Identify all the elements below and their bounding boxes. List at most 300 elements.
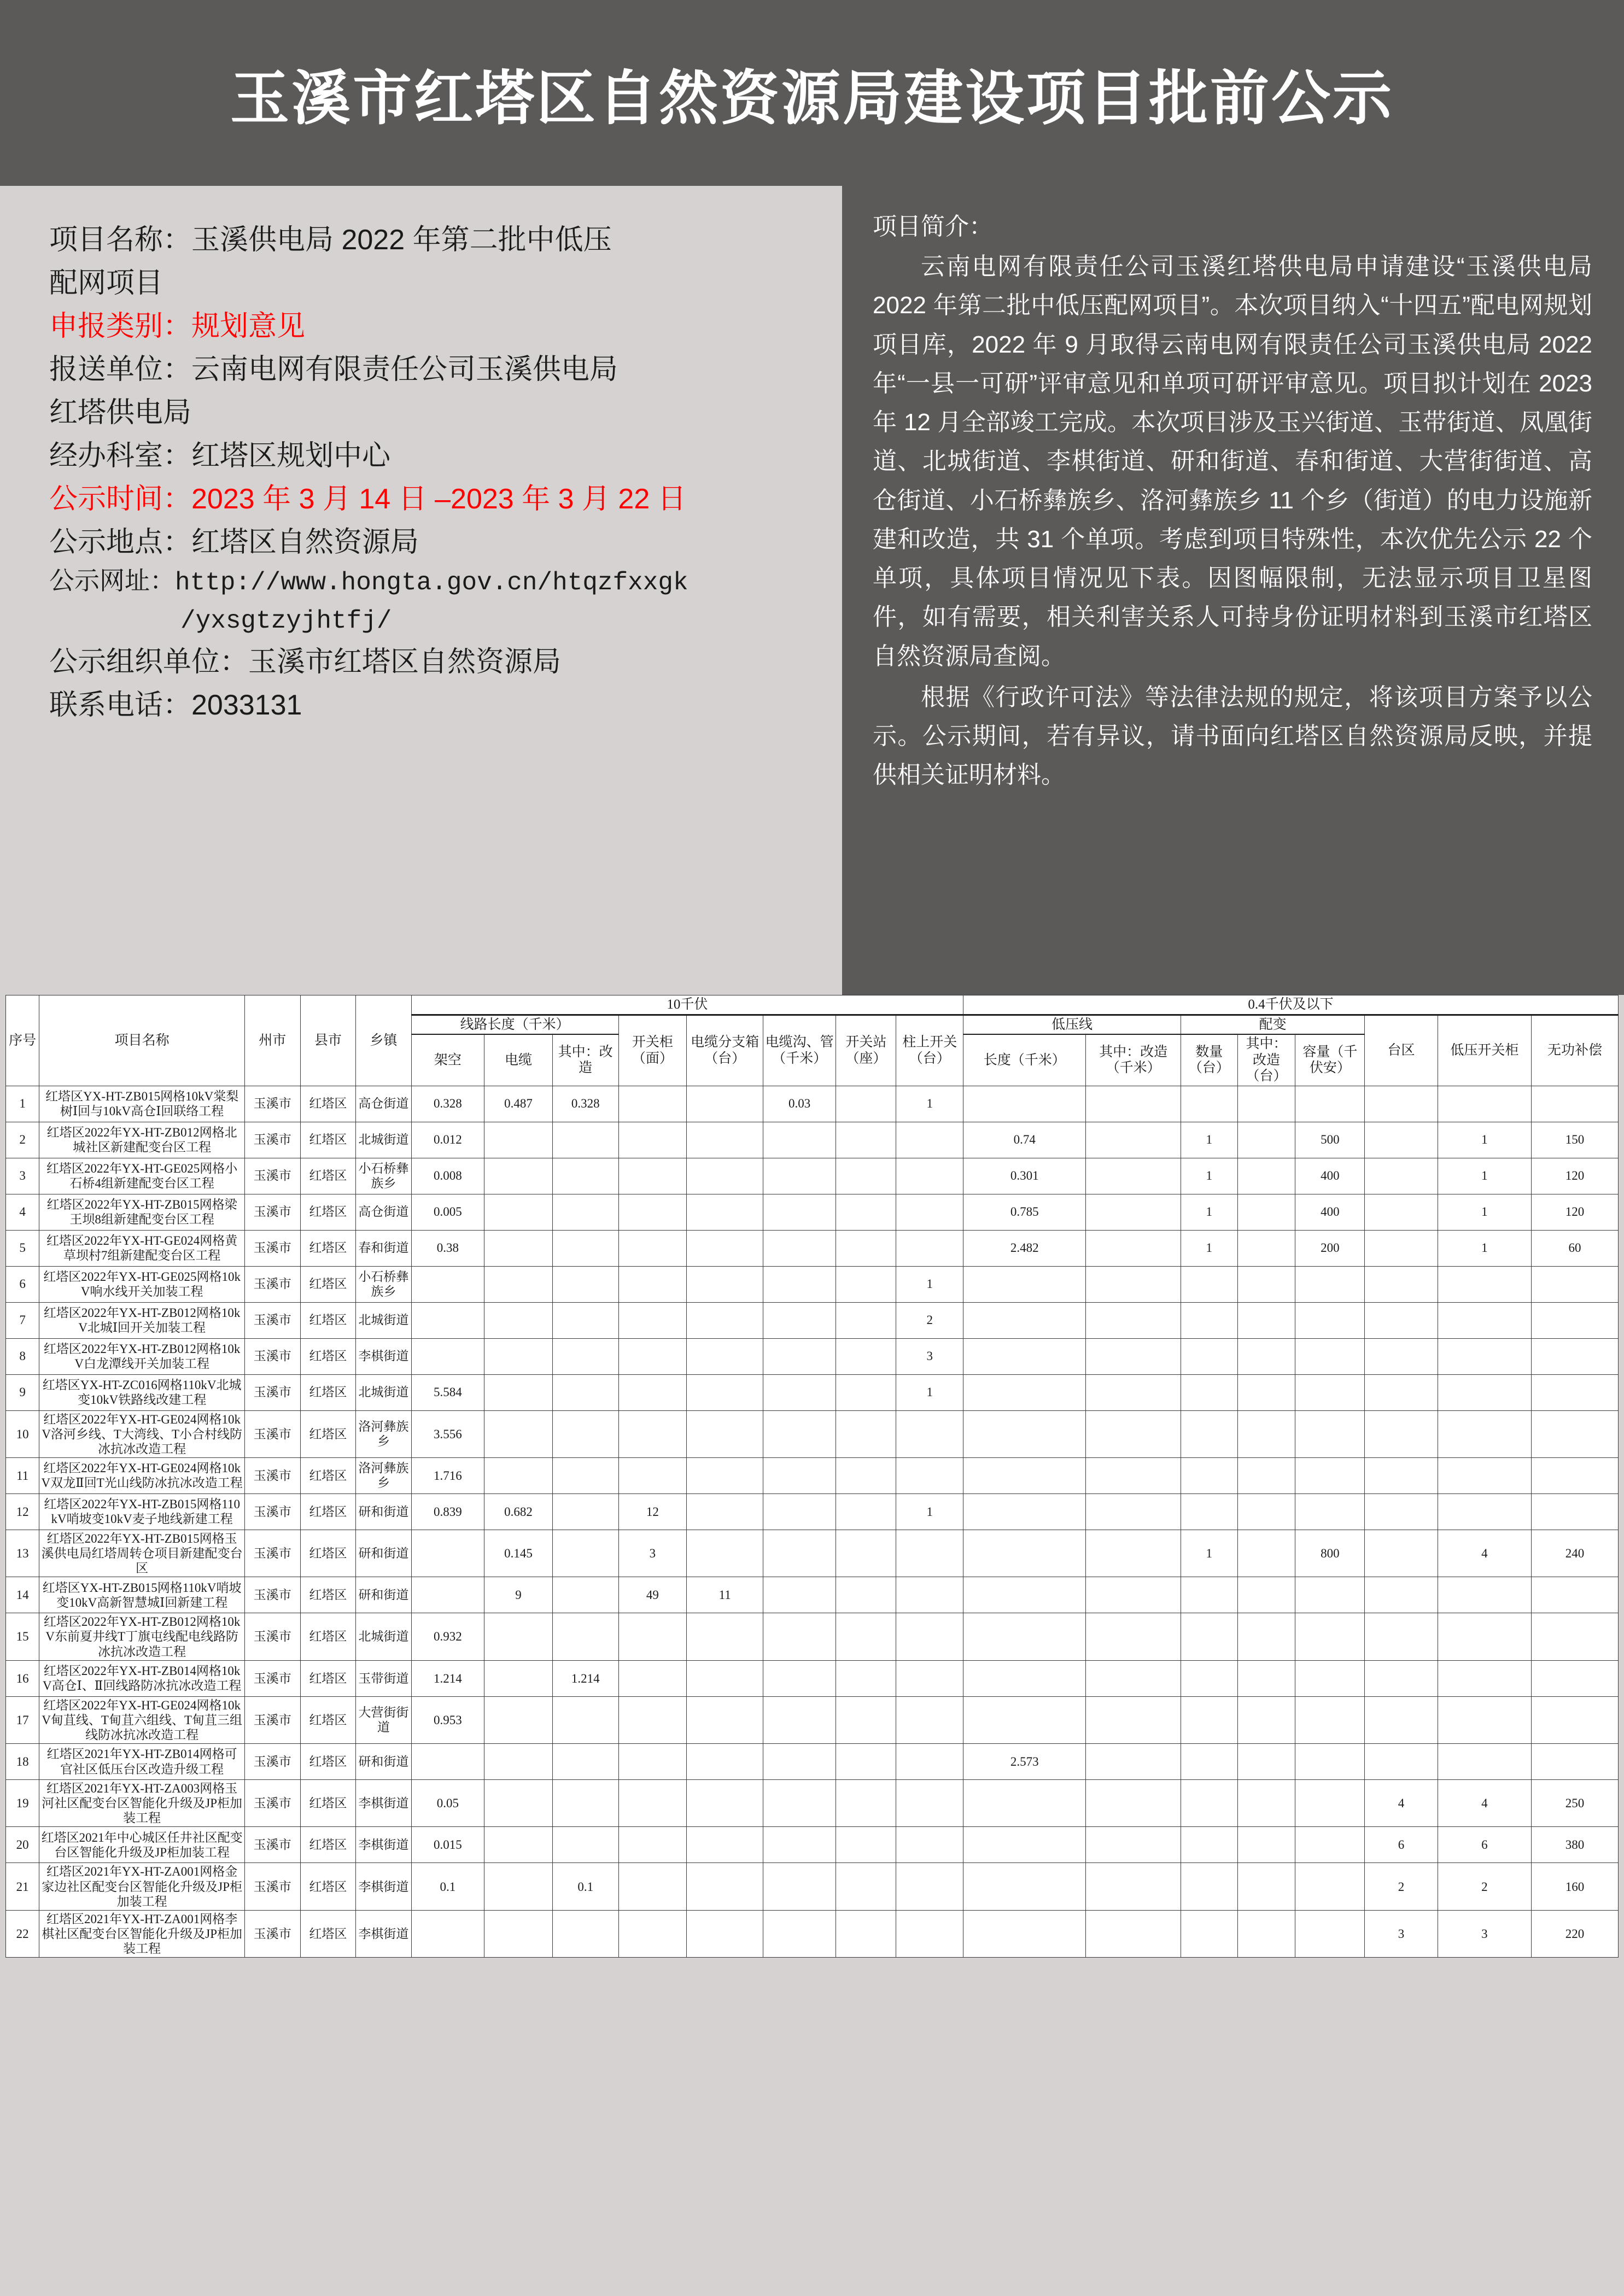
col-header-tr-capacity: 容量（千伏安） (1295, 1034, 1365, 1086)
cell-prefecture: 玉溪市 (244, 1457, 300, 1493)
cell-lv-length (963, 1530, 1086, 1577)
cell-county: 红塔区 (300, 1302, 356, 1338)
cell-seq: 8 (6, 1338, 39, 1374)
table-row (6, 1863, 1619, 1910)
cell-tr-rebuild (1237, 1577, 1295, 1613)
cell-of-which-rebuild: 0.1 (552, 1863, 618, 1910)
cell-county: 红塔区 (300, 1660, 356, 1696)
table-row (6, 1122, 1619, 1158)
cell-tr-rebuild (1237, 1780, 1295, 1827)
cell-switch-station (836, 1863, 896, 1910)
cell-lv-switchgear (1438, 1374, 1531, 1410)
cell-tr-count (1181, 1086, 1237, 1122)
cell-switchgear (618, 1194, 687, 1230)
cell-lv-rebuild (1086, 1230, 1181, 1266)
cell-township: 春和街道 (356, 1230, 412, 1266)
cell-of-which-rebuild (552, 1744, 618, 1780)
cell-tr-capacity (1295, 1613, 1365, 1660)
cell-county: 红塔区 (300, 1780, 356, 1827)
cell-lv-length (963, 1086, 1086, 1122)
cell-cable-trench: 0.03 (763, 1086, 836, 1122)
cell-reactive-comp (1532, 1660, 1619, 1696)
cell-cable-trench (763, 1780, 836, 1827)
table-row (6, 1086, 1619, 1122)
cell-tr-capacity: 500 (1295, 1122, 1365, 1158)
cell-seq: 21 (6, 1863, 39, 1910)
cell-county: 红塔区 (300, 1613, 356, 1660)
cell-cable (484, 1374, 553, 1410)
cell-switch-station (836, 1744, 896, 1780)
cell-switchgear: 3 (618, 1530, 687, 1577)
cell-switchgear (618, 1780, 687, 1827)
cell-cable: 0.682 (484, 1493, 553, 1530)
col-header-of-which-rebuild: 其中：改造 (552, 1034, 618, 1086)
cell-reactive-comp: 150 (1532, 1122, 1619, 1158)
cell-cable (484, 1744, 553, 1780)
cell-lv-rebuild (1086, 1158, 1181, 1194)
cell-cable (484, 1910, 553, 1957)
cell-lv-switchgear: 1 (1438, 1230, 1531, 1266)
table-row (6, 1338, 1619, 1374)
col-header-cable: 电缆 (484, 1034, 553, 1086)
cell-seq: 13 (6, 1530, 39, 1577)
cell-overhead: 0.1 (411, 1863, 484, 1910)
cell-overhead (411, 1338, 484, 1374)
cell-cable-branch-box (687, 1338, 763, 1374)
cell-name: 红塔区2021年中心城区任井社区配变台区智能化升级及JP柜加装工程 (39, 1827, 245, 1863)
cell-county: 红塔区 (300, 1374, 356, 1410)
cell-switch-station (836, 1302, 896, 1338)
cell-switch-station (836, 1374, 896, 1410)
project-name-line1: 项目名称：玉溪供电局 2022 年第二批中低压 (49, 224, 612, 256)
cell-switch-station (836, 1577, 896, 1613)
cell-switchgear (618, 1122, 687, 1158)
cell-seq: 3 (6, 1158, 39, 1194)
cell-lv-rebuild (1086, 1457, 1181, 1493)
cell-tr-rebuild (1237, 1910, 1295, 1957)
col-header-seq: 序号 (6, 995, 39, 1086)
submitting-unit-line2: 红塔供电局 (49, 397, 192, 429)
cell-lv-switchgear (1438, 1613, 1531, 1660)
cell-county: 红塔区 (300, 1086, 356, 1122)
project-list-table (5, 995, 1619, 1958)
cell-lv-switchgear (1438, 1086, 1531, 1122)
cell-cable (484, 1613, 553, 1660)
cell-switchgear (618, 1910, 687, 1957)
cell-switch-station (836, 1122, 896, 1158)
cell-cable (484, 1660, 553, 1696)
cell-county: 红塔区 (300, 1696, 356, 1743)
cell-switch-station (836, 1827, 896, 1863)
publicity-url-continuation[interactable]: /yxsgtzyjhtfj/ (180, 607, 392, 636)
cell-lv-rebuild (1086, 1194, 1181, 1230)
cell-tr-capacity: 200 (1295, 1230, 1365, 1266)
cell-lv-switchgear: 1 (1438, 1194, 1531, 1230)
col-header-cable-trench: 电缆沟、管（千米） (763, 1015, 836, 1086)
cell-township: 小石桥彝族乡 (356, 1158, 412, 1194)
cell-station-area: 6 (1365, 1827, 1438, 1863)
table-row (6, 1744, 1619, 1780)
cell-prefecture: 玉溪市 (244, 1744, 300, 1780)
cell-station-area (1365, 1613, 1438, 1660)
cell-tr-count (1181, 1613, 1237, 1660)
cell-cable-branch-box (687, 1086, 763, 1122)
cell-lv-length (963, 1660, 1086, 1696)
cell-township: 洛河彝族乡 (356, 1410, 412, 1457)
table-row (6, 1302, 1619, 1338)
cell-cable-trench (763, 1374, 836, 1410)
cell-lv-rebuild (1086, 1780, 1181, 1827)
cell-seq: 17 (6, 1696, 39, 1743)
cell-tr-count (1181, 1660, 1237, 1696)
cell-county: 红塔区 (300, 1266, 356, 1302)
cell-of-which-rebuild (552, 1577, 618, 1613)
cell-prefecture: 玉溪市 (244, 1302, 300, 1338)
cell-prefecture: 玉溪市 (244, 1374, 300, 1410)
cell-cable-trench (763, 1158, 836, 1194)
cell-tr-capacity (1295, 1577, 1365, 1613)
cell-seq: 19 (6, 1780, 39, 1827)
cell-switchgear (618, 1457, 687, 1493)
cell-cable (484, 1780, 553, 1827)
cell-lv-length (963, 1410, 1086, 1457)
col-header-lv-length: 长度（千米） (963, 1034, 1086, 1086)
cell-county: 红塔区 (300, 1194, 356, 1230)
cell-county: 红塔区 (300, 1410, 356, 1457)
cell-reactive-comp: 60 (1532, 1230, 1619, 1266)
cell-tr-count: 1 (1181, 1530, 1237, 1577)
cell-cable-branch-box (687, 1410, 763, 1457)
cell-cable (484, 1863, 553, 1910)
cell-station-area (1365, 1230, 1438, 1266)
cell-name: 红塔区2022年YX-HT-GE024网格10kV甸苴线、T甸苴六组线、T甸苴三组线防冰抗冰改造工程 (39, 1696, 245, 1743)
cell-lv-rebuild (1086, 1122, 1181, 1158)
cell-station-area (1365, 1577, 1438, 1613)
col-header-prefecture: 州市 (244, 995, 300, 1086)
cell-switchgear (618, 1827, 687, 1863)
cell-seq: 12 (6, 1493, 39, 1530)
cell-tr-capacity (1295, 1910, 1365, 1957)
cell-township: 研和街道 (356, 1577, 412, 1613)
project-table-container (0, 995, 1624, 1958)
cell-overhead: 3.556 (411, 1410, 484, 1457)
cell-cable-trench (763, 1910, 836, 1957)
cell-lv-length (963, 1493, 1086, 1530)
cell-cable (484, 1194, 553, 1230)
cell-prefecture: 玉溪市 (244, 1194, 300, 1230)
cell-name: 红塔区YX-HT-ZB015网格10kV棠梨树Ⅰ回与10kV高仓Ⅰ回联络工程 (39, 1086, 245, 1122)
cell-overhead: 0.328 (411, 1086, 484, 1122)
table-row (6, 1530, 1619, 1577)
cell-county: 红塔区 (300, 1338, 356, 1374)
cell-station-area (1365, 1696, 1438, 1743)
cell-township: 李棋街道 (356, 1827, 412, 1863)
cell-township: 北城街道 (356, 1302, 412, 1338)
cell-reactive-comp (1532, 1086, 1619, 1122)
col-header-pole-switch: 柱上开关（台） (896, 1015, 963, 1086)
cell-tr-capacity (1295, 1696, 1365, 1743)
cell-overhead: 0.38 (411, 1230, 484, 1266)
cell-cable-branch-box (687, 1613, 763, 1660)
cell-switch-station (836, 1338, 896, 1374)
cell-reactive-comp (1532, 1744, 1619, 1780)
cell-tr-capacity (1295, 1302, 1365, 1338)
cell-cable-trench (763, 1493, 836, 1530)
cell-reactive-comp (1532, 1266, 1619, 1302)
cell-cable: 9 (484, 1577, 553, 1613)
cell-lv-length (963, 1827, 1086, 1863)
cell-township: 北城街道 (356, 1613, 412, 1660)
cell-prefecture: 玉溪市 (244, 1696, 300, 1743)
cell-reactive-comp (1532, 1457, 1619, 1493)
col-header-project-name: 项目名称 (39, 995, 245, 1086)
cell-lv-length (963, 1577, 1086, 1613)
cell-seq: 1 (6, 1086, 39, 1122)
cell-switchgear (618, 1086, 687, 1122)
cell-tr-rebuild (1237, 1158, 1295, 1194)
publicity-url[interactable]: 公示网址：http://www.hongta.gov.cn/htqzfxxgk (49, 569, 688, 598)
cell-switch-station (836, 1613, 896, 1660)
cell-reactive-comp (1532, 1410, 1619, 1457)
cell-name: 红塔区2022年YX-HT-GE024网格10kV洛河乡线、T大湾线、T小合村线防冰抗冰改造工程 (39, 1410, 245, 1457)
cell-cable-branch-box (687, 1530, 763, 1577)
cell-tr-rebuild (1237, 1827, 1295, 1863)
cell-overhead: 0.012 (411, 1122, 484, 1158)
cell-pole-switch (896, 1910, 963, 1957)
cell-lv-rebuild (1086, 1577, 1181, 1613)
cell-county: 红塔区 (300, 1530, 356, 1577)
cell-name: 红塔区2021年YX-HT-ZA003网格玉河社区配变台区智能化升级及JP柜加装工程 (39, 1780, 245, 1827)
cell-cable-branch-box (687, 1194, 763, 1230)
cell-name: 红塔区2022年YX-HT-GE025网格小石桥4组新建配变台区工程 (39, 1158, 245, 1194)
cell-lv-length (963, 1780, 1086, 1827)
cell-tr-count (1181, 1780, 1237, 1827)
cell-pole-switch (896, 1230, 963, 1266)
cell-lv-switchgear (1438, 1493, 1531, 1530)
cell-cable-branch-box (687, 1374, 763, 1410)
project-intro-paragraph-1: 云南电网有限责任公司玉溪红塔供电局申请建设“玉溪供电局 2022 年第二批中低压配网项目”。本次项目纳入“十四五”配电网规划项目库，2022 年 9 月取得云南电网有限责任公司玉溪供电局 2022 年“一县一可研”评审意见和单项可研评审意见。项目拟计划在 2023 年 12 月全部竣工完成。本次项目涉及玉兴街道、玉带街道、凤凰街道、北城街道、李棋街道、研和街道、春和街道、大营街街道、高仓街道、小石桥彝族乡、洛河彝族乡 11 个乡（街道）的电力设施新建和改造，共 31 个单项。考虑到项目特殊性，本次优先公示 22 个单项，具体项目情况见下表。因图幅限制，无法显示项目卫星图件，如有需要，相关利害关系人可持身份证明材料到玉溪市红塔区自然资源局查阅。 (873, 253, 1592, 670)
cell-prefecture: 玉溪市 (244, 1780, 300, 1827)
cell-pole-switch (896, 1827, 963, 1863)
cell-township: 大营街街道 (356, 1696, 412, 1743)
cell-prefecture: 玉溪市 (244, 1863, 300, 1910)
cell-name: 红塔区YX-HT-ZC016网格110kV北城变10kV铁路线改建工程 (39, 1374, 245, 1410)
cell-pole-switch (896, 1863, 963, 1910)
cell-switchgear (618, 1158, 687, 1194)
cell-tr-count: 1 (1181, 1194, 1237, 1230)
cell-switchgear (618, 1696, 687, 1743)
cell-prefecture: 玉溪市 (244, 1158, 300, 1194)
cell-station-area (1365, 1660, 1438, 1696)
col-header-switchgear: 开关柜（面） (618, 1015, 687, 1086)
cell-lv-switchgear (1438, 1744, 1531, 1780)
cell-lv-rebuild (1086, 1086, 1181, 1122)
cell-of-which-rebuild: 1.214 (552, 1660, 618, 1696)
cell-cable-trench (763, 1577, 836, 1613)
cell-of-which-rebuild (552, 1696, 618, 1743)
cell-reactive-comp (1532, 1338, 1619, 1374)
table-row (6, 1457, 1619, 1493)
cell-switch-station (836, 1780, 896, 1827)
cell-cable (484, 1302, 553, 1338)
info-area (0, 186, 1624, 995)
cell-county: 红塔区 (300, 1230, 356, 1266)
cell-cable-branch-box (687, 1827, 763, 1863)
cell-station-area (1365, 1158, 1438, 1194)
cell-overhead: 1.716 (411, 1457, 484, 1493)
cell-cable-trench (763, 1230, 836, 1266)
cell-of-which-rebuild (552, 1780, 618, 1827)
cell-pole-switch: 1 (896, 1374, 963, 1410)
project-intro-label: 项目简介： (873, 213, 993, 240)
cell-pole-switch (896, 1530, 963, 1577)
cell-tr-rebuild (1237, 1493, 1295, 1530)
cell-prefecture: 玉溪市 (244, 1660, 300, 1696)
cell-overhead (411, 1577, 484, 1613)
cell-cable (484, 1410, 553, 1457)
cell-name: 红塔区2022年YX-HT-ZB015网格玉溪供电局红塔周转仓项目新建配变台区 (39, 1530, 245, 1577)
cell-seq: 7 (6, 1302, 39, 1338)
cell-lv-switchgear: 1 (1438, 1158, 1531, 1194)
group-header-line-length: 线路长度（千米） (411, 1015, 618, 1034)
cell-station-area (1365, 1194, 1438, 1230)
cell-tr-count (1181, 1827, 1237, 1863)
cell-switch-station (836, 1696, 896, 1743)
table-row (6, 1374, 1619, 1410)
cell-county: 红塔区 (300, 1744, 356, 1780)
cell-cable-trench (763, 1530, 836, 1577)
cell-tr-capacity (1295, 1374, 1365, 1410)
cell-cable (484, 1457, 553, 1493)
cell-overhead: 0.008 (411, 1158, 484, 1194)
cell-switch-station (836, 1086, 896, 1122)
cell-prefecture: 玉溪市 (244, 1086, 300, 1122)
group-header-04kv: 0.4千伏及以下 (963, 995, 1619, 1015)
cell-switchgear (618, 1302, 687, 1338)
cell-lv-switchgear (1438, 1410, 1531, 1457)
cell-cable-trench (763, 1660, 836, 1696)
cell-lv-rebuild (1086, 1266, 1181, 1302)
cell-seq: 22 (6, 1910, 39, 1957)
cell-cable-branch-box (687, 1780, 763, 1827)
cell-cable-branch-box (687, 1457, 763, 1493)
cell-lv-rebuild (1086, 1910, 1181, 1957)
page-title: 玉溪市红塔区自然资源局建设项目批前公示 (230, 65, 1394, 131)
cell-cable-branch-box (687, 1230, 763, 1266)
cell-of-which-rebuild (552, 1338, 618, 1374)
cell-seq: 15 (6, 1613, 39, 1660)
cell-pole-switch (896, 1696, 963, 1743)
cell-tr-count: 1 (1181, 1230, 1237, 1266)
cell-tr-rebuild (1237, 1863, 1295, 1910)
cell-overhead (411, 1910, 484, 1957)
cell-reactive-comp (1532, 1374, 1619, 1410)
cell-cable-branch-box (687, 1302, 763, 1338)
cell-seq: 16 (6, 1660, 39, 1696)
cell-station-area (1365, 1530, 1438, 1577)
cell-name: 红塔区2022年YX-HT-ZB015网格梁王坝8组新建配变台区工程 (39, 1194, 245, 1230)
project-intro-panel (842, 186, 1624, 995)
cell-name: 红塔区2022年YX-HT-GE024网格黄草坝村7组新建配变台区工程 (39, 1230, 245, 1266)
cell-name: 红塔区2022年YX-HT-GE024网格10kV双龙Ⅱ回T光山线防冰抗冰改造工程 (39, 1457, 245, 1493)
cell-overhead: 0.015 (411, 1827, 484, 1863)
table-row (6, 1158, 1619, 1194)
cell-reactive-comp: 240 (1532, 1530, 1619, 1577)
cell-township: 洛河彝族乡 (356, 1457, 412, 1493)
cell-lv-switchgear (1438, 1660, 1531, 1696)
cell-lv-switchgear (1438, 1266, 1531, 1302)
cell-of-which-rebuild (552, 1122, 618, 1158)
table-header (6, 995, 1619, 1086)
application-category: 申报类别：规划意见 (49, 311, 306, 343)
cell-tr-count (1181, 1696, 1237, 1743)
cell-cable-branch-box (687, 1493, 763, 1530)
cell-switchgear (618, 1374, 687, 1410)
cell-name: 红塔区2022年YX-HT-GE025网格10kV响水线开关加装工程 (39, 1266, 245, 1302)
project-name-line2: 配网项目 (49, 267, 163, 300)
col-header-lv-switchgear: 低压开关柜 (1438, 1015, 1531, 1086)
cell-tr-capacity (1295, 1660, 1365, 1696)
cell-cable (484, 1827, 553, 1863)
cell-tr-count (1181, 1338, 1237, 1374)
cell-cable-trench (763, 1338, 836, 1374)
cell-pole-switch: 3 (896, 1338, 963, 1374)
cell-switchgear (618, 1266, 687, 1302)
table-body (6, 1086, 1619, 1958)
cell-lv-switchgear (1438, 1696, 1531, 1743)
cell-cable: 0.145 (484, 1530, 553, 1577)
cell-tr-rebuild (1237, 1613, 1295, 1660)
handling-department: 经办科室：红塔区规划中心 (49, 440, 391, 472)
group-header-lowvolt-line: 低压线 (963, 1015, 1181, 1034)
cell-tr-rebuild (1237, 1086, 1295, 1122)
table-row (6, 1230, 1619, 1266)
cell-lv-length (963, 1910, 1086, 1957)
cell-name: 红塔区YX-HT-ZB015网格110kV哨坡变10kV高新智慧城Ⅰ回新建工程 (39, 1577, 245, 1613)
cell-pole-switch (896, 1613, 963, 1660)
cell-township: 玉带街道 (356, 1660, 412, 1696)
cell-prefecture: 玉溪市 (244, 1266, 300, 1302)
cell-tr-capacity (1295, 1410, 1365, 1457)
cell-pole-switch (896, 1410, 963, 1457)
cell-tr-rebuild (1237, 1457, 1295, 1493)
cell-lv-switchgear: 4 (1438, 1780, 1531, 1827)
cell-switch-station (836, 1530, 896, 1577)
cell-tr-rebuild (1237, 1530, 1295, 1577)
cell-reactive-comp: 250 (1532, 1780, 1619, 1827)
cell-lv-switchgear: 6 (1438, 1827, 1531, 1863)
cell-cable-trench (763, 1827, 836, 1863)
cell-township: 高仓街道 (356, 1086, 412, 1122)
cell-station-area: 3 (1365, 1910, 1438, 1957)
cell-tr-rebuild (1237, 1696, 1295, 1743)
cell-pole-switch: 1 (896, 1086, 963, 1122)
cell-station-area (1365, 1493, 1438, 1530)
cell-township: 研和街道 (356, 1744, 412, 1780)
cell-lv-rebuild (1086, 1410, 1181, 1457)
cell-of-which-rebuild (552, 1194, 618, 1230)
cell-tr-count: 1 (1181, 1122, 1237, 1158)
cell-lv-switchgear: 4 (1438, 1530, 1531, 1577)
organizing-unit: 公示组织单位：玉溪市红塔区自然资源局 (49, 646, 562, 678)
cell-station-area (1365, 1122, 1438, 1158)
cell-prefecture: 玉溪市 (244, 1530, 300, 1577)
cell-overhead (411, 1530, 484, 1577)
cell-tr-count (1181, 1302, 1237, 1338)
cell-station-area (1365, 1266, 1438, 1302)
cell-reactive-comp: 160 (1532, 1863, 1619, 1910)
cell-lv-rebuild (1086, 1493, 1181, 1530)
